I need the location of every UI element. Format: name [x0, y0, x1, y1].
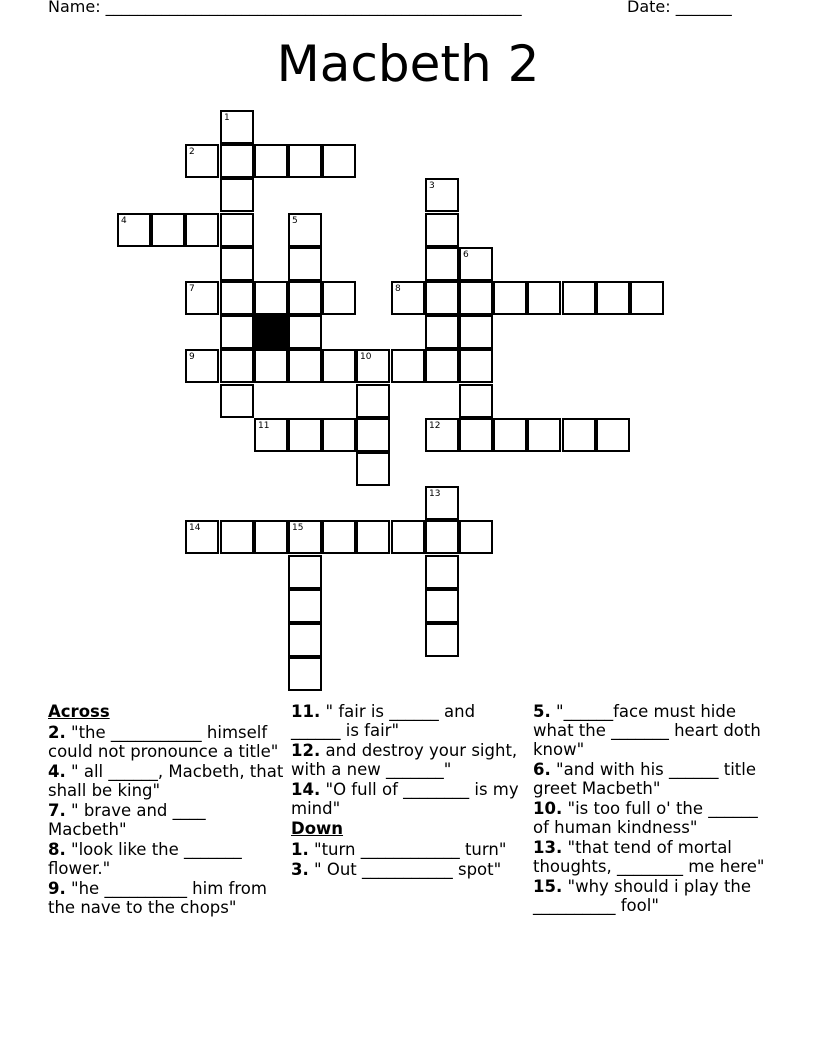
- puzzle-title: Macbeth 2: [276, 35, 540, 93]
- clue-number-label: 10.: [533, 799, 563, 818]
- clue-item: [291, 702, 527, 740]
- grid-cell[interactable]: [254, 520, 288, 554]
- grid-cell[interactable]: [288, 657, 322, 691]
- grid-cell[interactable]: [220, 384, 254, 418]
- clue-number: 8: [395, 284, 401, 294]
- grid-cell[interactable]: [459, 281, 493, 315]
- grid-cell[interactable]: [117, 213, 151, 247]
- clue-number: 9: [189, 352, 195, 362]
- clue-text: "he __________ him from the nave to the chops": [48, 879, 267, 917]
- grid-cell[interactable]: [220, 349, 254, 383]
- across-clue-list: [48, 723, 284, 917]
- clue-number: 6: [463, 250, 469, 260]
- grid-cell[interactable]: [356, 520, 390, 554]
- grid-cell[interactable]: [288, 315, 322, 349]
- grid-cell[interactable]: [459, 418, 493, 452]
- clue-text: "is too full o' the ______ of human kindness": [533, 799, 758, 837]
- clue-number-label: 2.: [48, 723, 66, 742]
- grid-cell[interactable]: [288, 418, 322, 452]
- grid-cell[interactable]: [391, 349, 425, 383]
- grid-cell[interactable]: [288, 349, 322, 383]
- clue-item: [291, 780, 527, 818]
- grid-cell[interactable]: [425, 418, 459, 452]
- grid-cell[interactable]: [356, 452, 390, 486]
- grid-cell[interactable]: [288, 555, 322, 589]
- grid-cell[interactable]: [220, 144, 254, 178]
- grid-cell[interactable]: [425, 486, 459, 520]
- clue-number-label: 8.: [48, 840, 66, 859]
- grid-cell[interactable]: [220, 520, 254, 554]
- clue-text: "O full of ________ is my mind": [291, 780, 519, 818]
- grid-cell[interactable]: [425, 555, 459, 589]
- grid-cell[interactable]: [425, 247, 459, 281]
- clue-text: "look like the _______ flower.": [48, 840, 242, 878]
- blocked-cell: [254, 315, 288, 349]
- clue-text: " brave and ____ Macbeth": [48, 801, 206, 839]
- clues-column-2: [291, 702, 527, 880]
- grid-cell[interactable]: [322, 144, 356, 178]
- clue-item: [291, 840, 527, 859]
- grid-cell[interactable]: [288, 520, 322, 554]
- clues-column-1: [48, 702, 284, 918]
- clue-number: 13: [429, 489, 441, 499]
- grid-cell[interactable]: [425, 315, 459, 349]
- clue-number: 12: [429, 421, 441, 431]
- clue-number-label: 5.: [533, 702, 551, 721]
- grid-cell[interactable]: [425, 178, 459, 212]
- grid-cell[interactable]: [425, 281, 459, 315]
- clue-number: 10: [360, 352, 372, 362]
- clue-number-label: 15.: [533, 877, 563, 896]
- clue-item: [291, 860, 527, 879]
- grid-cell[interactable]: [425, 623, 459, 657]
- clue-number-label: 9.: [48, 879, 66, 898]
- clue-item: [48, 879, 284, 917]
- clue-item: [48, 723, 284, 761]
- grid-cell[interactable]: [630, 281, 664, 315]
- date-field-line: Date: _______: [627, 0, 732, 16]
- clue-number: 15: [292, 523, 304, 533]
- grid-cell[interactable]: [459, 520, 493, 554]
- clue-number: 14: [189, 523, 201, 533]
- clue-number: 3: [429, 181, 435, 191]
- grid-cell[interactable]: [322, 418, 356, 452]
- down-clue-list: [291, 840, 527, 879]
- grid-cell[interactable]: [220, 110, 254, 144]
- name-field-line: Name: ____________________________________________________: [48, 0, 522, 16]
- grid-cell[interactable]: [425, 349, 459, 383]
- clue-number-label: 13.: [533, 838, 563, 857]
- clue-number-label: 3.: [291, 860, 309, 879]
- grid-cell[interactable]: [220, 315, 254, 349]
- grid-cell[interactable]: [288, 144, 322, 178]
- clue-item: [48, 840, 284, 878]
- grid-cell[interactable]: [151, 213, 185, 247]
- grid-cell[interactable]: [596, 281, 630, 315]
- clue-item: [291, 741, 527, 779]
- grid-cell[interactable]: [185, 349, 219, 383]
- clue-number-label: 11.: [291, 702, 321, 721]
- clue-text: "and with his ______ title greet Macbeth": [533, 760, 757, 798]
- clue-text: "turn ____________ turn": [308, 840, 507, 859]
- grid-cell[interactable]: [425, 213, 459, 247]
- clue-text: "why should i play the __________ fool": [533, 877, 752, 915]
- clue-number: 11: [258, 421, 270, 431]
- grid-cell[interactable]: [459, 349, 493, 383]
- grid-cell[interactable]: [220, 281, 254, 315]
- clue-item: [533, 838, 769, 876]
- clue-item: [533, 760, 769, 798]
- grid-cell[interactable]: [220, 247, 254, 281]
- grid-cell[interactable]: [185, 213, 219, 247]
- grid-cell[interactable]: [254, 418, 288, 452]
- grid-cell[interactable]: [527, 281, 561, 315]
- grid-cell[interactable]: [356, 384, 390, 418]
- clue-number: 7: [189, 284, 195, 294]
- clue-text: "that tend of mortal thoughts, ________ me here": [533, 838, 765, 876]
- grid-cell[interactable]: [391, 520, 425, 554]
- grid-cell[interactable]: [527, 418, 561, 452]
- clue-text: "the ___________ himself could not pronounce a title": [48, 723, 279, 761]
- grid-cell[interactable]: [493, 281, 527, 315]
- grid-cell[interactable]: [185, 144, 219, 178]
- clue-text: "______face must hide what the _______ heart doth know": [533, 702, 761, 759]
- grid-cell[interactable]: [254, 349, 288, 383]
- grid-cell[interactable]: [425, 520, 459, 554]
- clue-number: 1: [224, 113, 230, 123]
- down-clue-list-continued: [533, 702, 769, 915]
- clue-item: [533, 877, 769, 915]
- grid-cell[interactable]: [596, 418, 630, 452]
- grid-cell[interactable]: [288, 281, 322, 315]
- grid-cell[interactable]: [493, 418, 527, 452]
- grid-cell[interactable]: [459, 247, 493, 281]
- grid-cell[interactable]: [254, 144, 288, 178]
- clue-text: " Out ___________ spot": [308, 860, 502, 879]
- clue-number-label: 6.: [533, 760, 551, 779]
- clue-number: 2: [189, 147, 195, 157]
- grid-cell[interactable]: [322, 520, 356, 554]
- grid-cell[interactable]: [288, 247, 322, 281]
- clue-number-label: 14.: [291, 780, 321, 799]
- clue-number-label: 12.: [291, 741, 321, 760]
- grid-cell[interactable]: [322, 281, 356, 315]
- grid-cell[interactable]: [356, 418, 390, 452]
- clue-number-label: 1.: [291, 840, 309, 859]
- clue-item: [48, 762, 284, 800]
- grid-cell[interactable]: [459, 384, 493, 418]
- grid-cell[interactable]: [322, 349, 356, 383]
- grid-cell[interactable]: [562, 418, 596, 452]
- clue-number: 4: [121, 216, 127, 226]
- grid-cell[interactable]: [391, 281, 425, 315]
- across-clue-list-continued: [291, 702, 527, 818]
- grid-cell[interactable]: [562, 281, 596, 315]
- clue-text: and destroy your sight, with a new _______": [291, 741, 518, 779]
- clue-item: [48, 801, 284, 839]
- grid-cell[interactable]: [459, 315, 493, 349]
- clue-text: " fair is ______ and ______ is fair": [291, 702, 476, 740]
- grid-cell[interactable]: [185, 281, 219, 315]
- grid-cell[interactable]: [254, 281, 288, 315]
- grid-cell[interactable]: [288, 589, 322, 623]
- clues-column-3: [533, 702, 769, 916]
- grid-cell[interactable]: [288, 623, 322, 657]
- across-heading: Across: [48, 702, 110, 721]
- grid-cell[interactable]: [220, 178, 254, 212]
- clue-number-label: 7.: [48, 801, 66, 820]
- grid-cell[interactable]: [288, 213, 322, 247]
- clue-number-label: 4.: [48, 762, 66, 781]
- grid-cell[interactable]: [185, 520, 219, 554]
- clue-number: 5: [292, 216, 298, 226]
- grid-cell[interactable]: [220, 213, 254, 247]
- clue-item: [533, 702, 769, 759]
- grid-cell[interactable]: [425, 589, 459, 623]
- down-heading: Down: [291, 819, 344, 838]
- clue-text: " all ______, Macbeth, that shall be king": [48, 762, 284, 800]
- clue-item: [533, 799, 769, 837]
- grid-cell[interactable]: [356, 349, 390, 383]
